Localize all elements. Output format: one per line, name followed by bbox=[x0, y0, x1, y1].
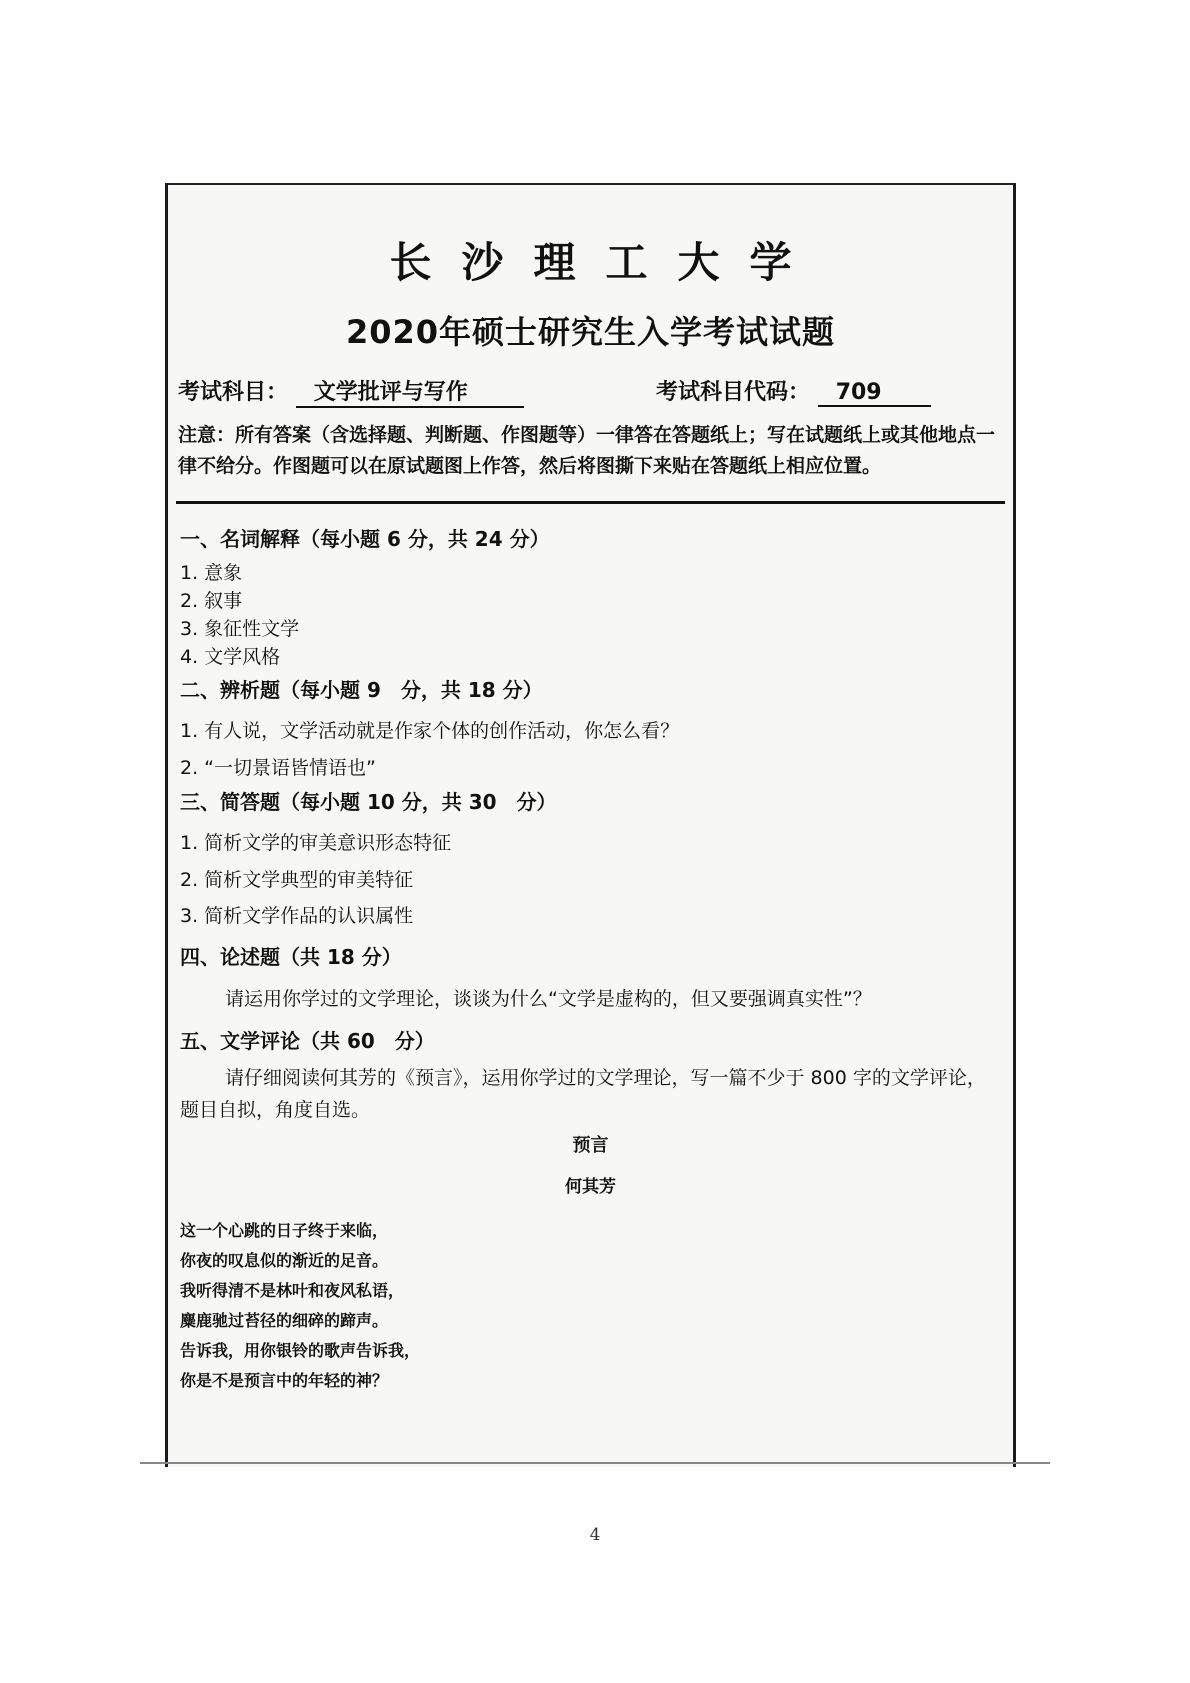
poem-line: 麋鹿驰过苔径的细碎的蹄声。 bbox=[180, 1311, 389, 1330]
question-item: 3. 象征性文学 bbox=[180, 618, 300, 640]
university-name: 长沙理工大学 bbox=[389, 238, 822, 287]
question-item: 3. 简析文学作品的认识属性 bbox=[180, 905, 414, 927]
poem-line: 这一个心跳的日子终于来临， bbox=[180, 1221, 389, 1240]
exam-notice: 注意：所有答案（含选择题、判断题、作图题等）一律答在答题纸上；写在试题纸上或其他地点一律不给分。作图题可以在原试题图上作答，然后将图撕下来贴在答题纸上相应位置。 bbox=[178, 424, 996, 477]
review-question: 请仔细阅读何其芳的《预言》，运用你学过的文学理论，写一篇不少于 800 字的文学评论，题目自拟，角度自选。 bbox=[180, 1067, 986, 1121]
section-title-4: 四、论述题（共 18 分） bbox=[180, 945, 402, 969]
poem-line: 我听得清不是林叶和夜风私语， bbox=[180, 1281, 405, 1300]
subject-code-label: 考试科目代码： bbox=[656, 380, 811, 405]
question-item: 4. 文学风格 bbox=[180, 646, 281, 668]
question-item: 1. 有人说，文学活动就是作家个体的创作活动，你怎么看？ bbox=[180, 720, 680, 742]
question-item: 2. “一切景语皆情语也” bbox=[180, 757, 376, 779]
subject-code-value: 709 bbox=[818, 380, 931, 407]
question-item: 1. 简析文学的审美意识形态特征 bbox=[180, 832, 452, 854]
poem-title: 预言 bbox=[572, 1135, 609, 1156]
subject-label: 考试科目： bbox=[178, 380, 289, 405]
exam-title: 2020年硕士研究生入学考试试题 bbox=[345, 313, 836, 351]
essay-question: 请运用你学过的文学理论，谈谈为什么“文学是虚构的，但又要强调真实性”？ bbox=[225, 988, 872, 1010]
page-number: 4 bbox=[589, 1525, 601, 1545]
subject-value: 文学批评与写作 bbox=[296, 375, 524, 408]
question-item: 2. 简析文学典型的审美特征 bbox=[180, 869, 414, 891]
poem-line: 告诉我，用你银铃的歌声告诉我， bbox=[180, 1341, 421, 1360]
poem-author: 何其芳 bbox=[565, 1177, 616, 1197]
section-title-3: 三、简答题（每小题 10 分，共 30 分） bbox=[180, 790, 557, 814]
section-title-5: 五、文学评论（共 60 分） bbox=[180, 1029, 435, 1053]
question-item: 2. 叙事 bbox=[180, 590, 243, 612]
section-title-2: 二、辨析题（每小题 9 分，共 18 分） bbox=[180, 678, 543, 702]
exam-paper bbox=[165, 183, 1016, 1467]
scan-bottom-edge bbox=[140, 1462, 1050, 1464]
poem-line: 你是不是预言中的年轻的神？ bbox=[180, 1371, 389, 1390]
subject-code-field bbox=[656, 375, 931, 407]
notice-divider bbox=[176, 501, 1005, 504]
question-item: 1. 意象 bbox=[180, 562, 243, 584]
section-title-1: 一、名词解释（每小题 6 分，共 24 分） bbox=[180, 527, 550, 551]
subject-field bbox=[178, 375, 524, 408]
poem-line: 你夜的叹息似的渐近的足音。 bbox=[180, 1251, 389, 1270]
